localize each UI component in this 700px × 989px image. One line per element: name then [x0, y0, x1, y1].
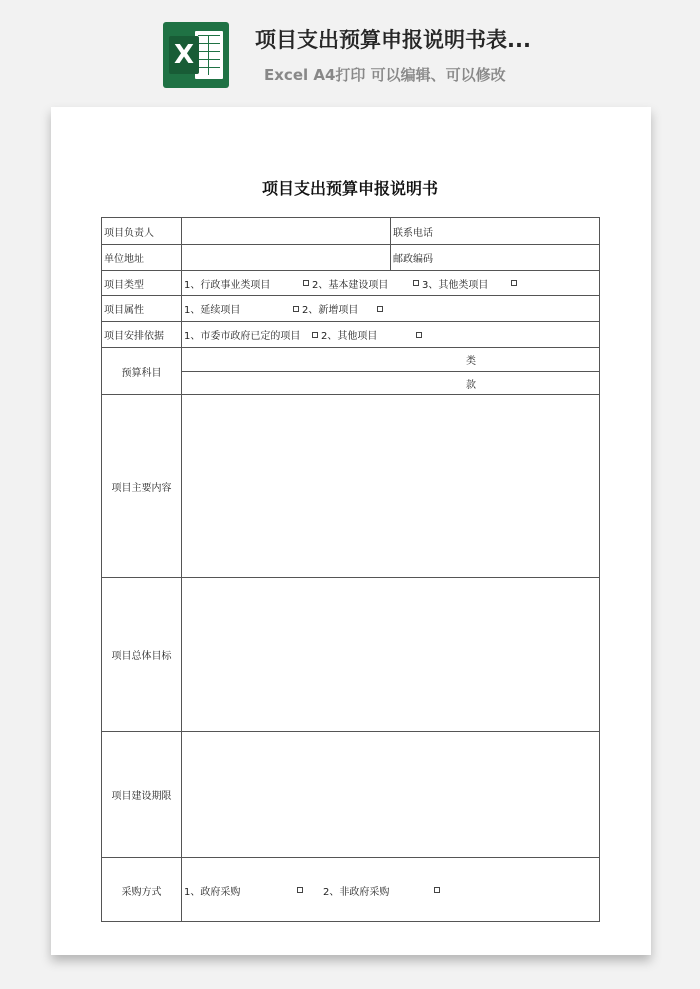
document-title: 项目支出预算申报说明书: [261, 179, 438, 198]
attr-checkbox-1[interactable]: [293, 306, 299, 312]
file-subtitle: Excel A4打印 可以编辑、可以修改: [264, 66, 506, 84]
purchase-label: 采购方式: [102, 858, 182, 922]
purchase-option-2: 2、非政府采购: [323, 886, 390, 898]
postcode-label: 邮政编码: [391, 245, 469, 271]
goal-label: 项目总体目标: [102, 578, 182, 732]
type-checkbox-2[interactable]: [413, 280, 419, 286]
attr-option-1: 1、延续项目: [184, 305, 241, 316]
sheet-grid-icon: [195, 31, 223, 79]
type-checkbox-3[interactable]: [511, 280, 517, 286]
file-header: [0, 0, 700, 100]
purchase-checkbox-2[interactable]: [434, 887, 440, 893]
excel-x-letter: X: [169, 36, 199, 74]
manager-label: 项目负责人: [102, 218, 182, 245]
subject-kuan-label: 款: [466, 379, 476, 391]
phone-field[interactable]: [469, 218, 600, 245]
application-form: [101, 217, 600, 922]
subject-kuan[interactable]: [182, 372, 600, 395]
address-field[interactable]: [182, 245, 391, 271]
basis-checkbox-2[interactable]: [416, 332, 422, 338]
subject-lei[interactable]: [182, 348, 600, 372]
postcode-field[interactable]: [469, 245, 600, 271]
type-option-2: 2、基本建设项目: [312, 279, 389, 291]
attr-options: [182, 296, 600, 322]
basis-options: [182, 322, 600, 348]
attr-option-2: 2、新增项目: [302, 305, 359, 316]
basis-option-1: 1、市委市政府已定的项目: [184, 331, 301, 342]
attr-label: 项目属性: [102, 296, 182, 322]
address-label: 单位地址: [102, 245, 182, 271]
type-checkbox-1[interactable]: [303, 280, 309, 286]
excel-icon: [163, 22, 229, 88]
type-option-1: 1、行政事业类项目: [184, 279, 271, 291]
subject-lei-label: 类: [466, 356, 476, 367]
purchase-checkbox-1[interactable]: [297, 887, 303, 893]
content-label: 项目主要内容: [102, 395, 182, 578]
period-label: 项目建设期限: [102, 732, 182, 858]
type-label: 项目类型: [102, 271, 182, 296]
basis-option-2: 2、其他项目: [321, 331, 378, 342]
manager-field[interactable]: [182, 218, 391, 245]
type-option-3: 3、其他类项目: [422, 279, 489, 291]
basis-checkbox-1[interactable]: [312, 332, 318, 338]
purchase-option-1: 1、政府采购: [184, 886, 241, 898]
period-field[interactable]: [182, 732, 600, 858]
type-options: [182, 271, 600, 296]
goal-field[interactable]: [182, 578, 600, 732]
content-field[interactable]: [182, 395, 600, 578]
purchase-options: [182, 858, 600, 922]
phone-label: 联系电话: [391, 218, 469, 245]
basis-label: 项目安排依据: [102, 322, 182, 348]
subject-label: 预算科目: [102, 348, 182, 395]
attr-checkbox-2[interactable]: [377, 306, 383, 312]
file-title: 项目支出预算申报说明书表...: [255, 28, 531, 52]
